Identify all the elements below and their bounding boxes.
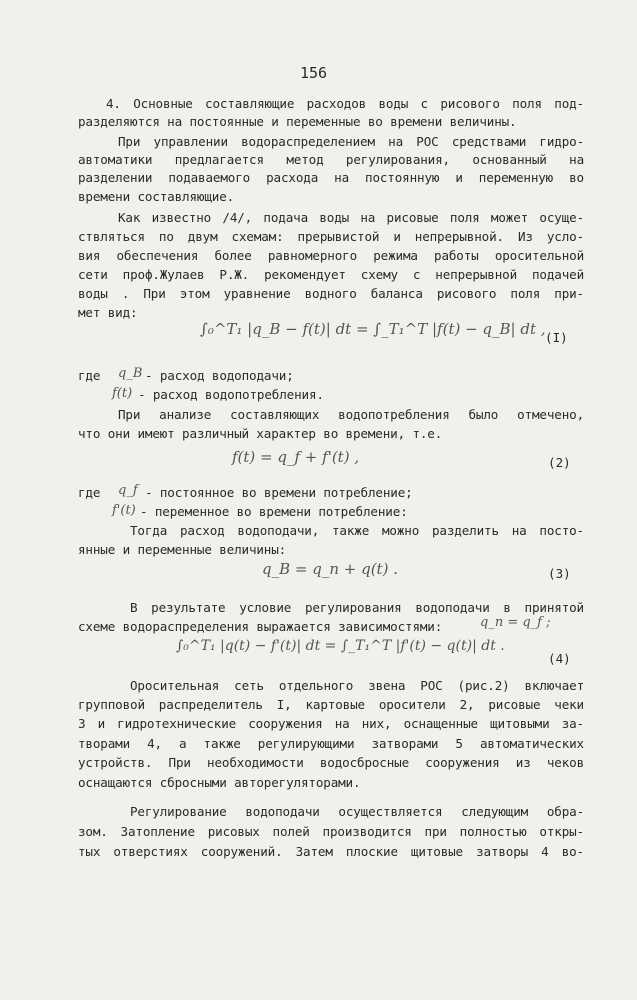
text-line: - постоянное во времени потребление;	[145, 485, 413, 500]
formula-qf: q_f	[118, 483, 138, 498]
text-line: оснащаются сбросными авторегуляторами.	[78, 775, 361, 790]
text-line: что они имеют различный характер во времени, т.е.	[78, 426, 443, 441]
text-line: тых отверстиях сооружений. Затем плоские щитовые затворы 4 во-	[78, 844, 584, 859]
text-line: При управлении водораспределением на РОС средствами гидро-	[118, 134, 584, 149]
text-line: Оросительная сеть отдельного звена РОС (рис.2) включает	[130, 678, 584, 693]
text-line: разделении подаваемого расхода на постоянную и переменную во	[78, 170, 584, 185]
text-line: янные и переменные величины:	[78, 542, 287, 557]
text-line: ствляться по двум схемам: прерывистой и непрерывной. Из усло-	[78, 229, 584, 244]
text-line: Тогда расход водоподачи, также можно разделить на посто-	[130, 523, 584, 538]
text-line: Регулирование водоподачи осуществляется следующим обра-	[130, 804, 584, 819]
equation-number: (2)	[548, 455, 571, 470]
text-line: времени составляющие.	[78, 189, 235, 204]
text-line: автоматики предлагается метод регулирования, основанный на	[78, 152, 584, 167]
text-line: разделяются на постоянные и переменные во времени величины.	[78, 114, 517, 129]
text-line: - расход водоподачи;	[145, 368, 294, 383]
text-line: мет вид:	[78, 305, 138, 320]
formula-eq3: q_B = q_n + q(t) .	[262, 560, 398, 578]
text-line: - расход водопотребления.	[138, 387, 324, 402]
equation-number: (3)	[548, 566, 571, 581]
text-line: вия обеспечения более равномерного режима работы оросительной	[78, 248, 584, 263]
text-line: При анализе составляющих водопотребления было отмечено,	[118, 407, 584, 422]
text-line: 3 и гидротехнические сооружения на них, оснащенные щитовыми за-	[78, 716, 584, 731]
text-line: устройств. При необходимости водосбросные сооружения из чеков	[78, 755, 584, 770]
text-line: 4. Основные составляющие расходов воды с рисового поля под-	[106, 96, 584, 111]
formula-eq4: ∫₀^T₁ |q(t) − f'(t)| dt = ∫_T₁^T |f'(t) − q(t)| dt .	[176, 638, 505, 654]
equation-number: (I)	[545, 330, 568, 345]
text-line: - переменное во времени потребление:	[140, 504, 408, 519]
formula-eq1: ∫₀^T₁ |q_B − f(t)| dt = ∫_T₁^T |f(t) − q_B| dt ,	[200, 320, 546, 338]
equation-number: (4)	[548, 651, 571, 666]
text-line: групповой распределитель I, картовые оросители 2, рисовые чеки	[78, 697, 584, 712]
formula-eq2: f(t) = q_f + f'(t) ,	[232, 448, 360, 466]
formula-qB: q_B	[118, 366, 143, 381]
formula-condition: q_n = q_f ;	[480, 615, 551, 630]
text-line: где	[78, 485, 101, 500]
formula-ft: f(t)	[112, 386, 133, 401]
text-line: схеме водораспределения выражается зависимостями:	[78, 619, 443, 634]
text-line: где	[78, 368, 101, 383]
text-line: творами 4, а также регулирующими затворами 5 автоматических	[78, 736, 584, 751]
text-line: Как известно /4/, подача воды на рисовые поля может осуще-	[118, 210, 584, 225]
text-line: В результате условие регулирования водоподачи в принятой	[130, 600, 584, 615]
formula-fpt: f'(t)	[112, 503, 136, 518]
text-line: воды . При этом уравнение водного баланса рисового поля при-	[78, 286, 584, 301]
page-number: 156	[300, 64, 328, 82]
text-line: зом. Затопление рисовых полей производится при полностью откры-	[78, 824, 584, 839]
text-line: сети проф.Жулаев Р.Ж. рекомендует схему с непрерывной подачей	[78, 267, 584, 282]
